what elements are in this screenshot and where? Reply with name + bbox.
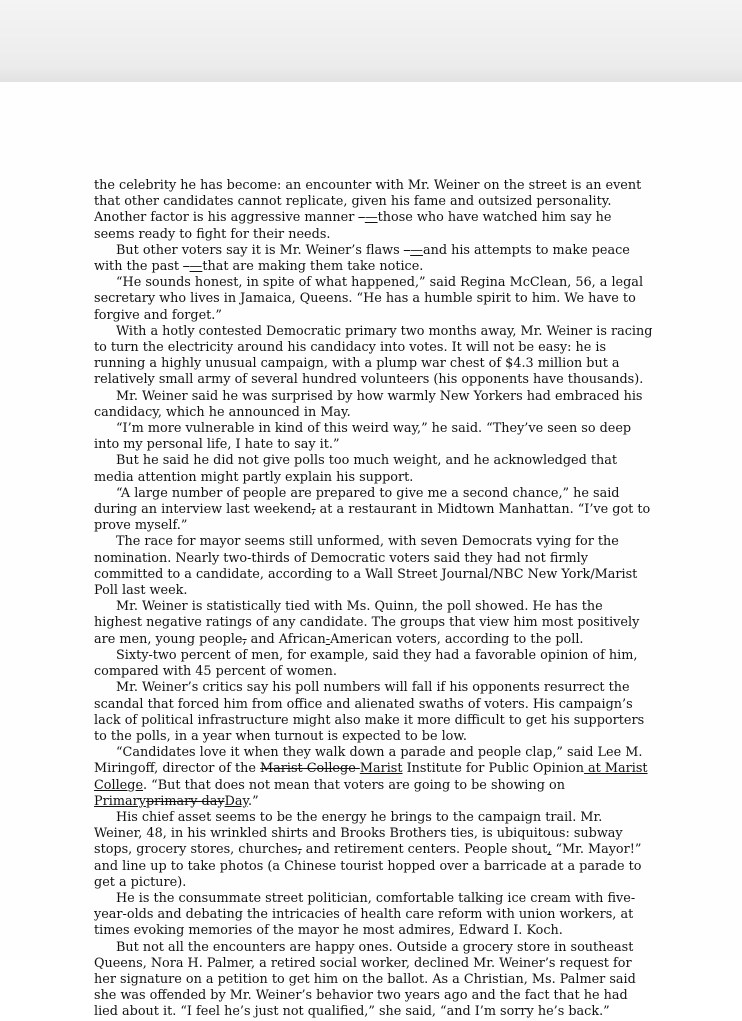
paragraph: “He sounds honest, in spite of what happened,” said Regina McClean, 56, a legal secretary who lives in Jamaica, Queens. “He has a humble spirit to him. We have to forgive and forget.”	[94, 275, 644, 323]
paragraph: His chief asset seems to be the energy he brings to the campaign trail. Mr. Weiner, 48, in his wrinkled shirts and Brooks Brothers ties, is ubiquitous: subway stops, grocery stores, churches, and retirement centers. People shout, “Mr. Mayor!” and line up to take photos (a Chinese tourist hopped over a barricade at a parade to get a picture).	[94, 809, 642, 890]
paragraph: With a hotly contested Democratic primary two months away, Mr. Weiner is racing to turn the electricity around his candidacy into votes. It will not be easy: he is running a highly unusual campaign, with a plump war chest of $4.3 million but a relatively small army of several hundred volunteers (his opponents have thousands).	[94, 323, 653, 388]
paragraph: the celebrity he has become: an encounter with Mr. Weiner on the street is an event that other candidates cannot replicate, given his fame and outsized personality. Another factor is his aggressive manner –—those who have watched him say he seems ready to fight for their needs.	[94, 178, 642, 242]
paragraph: “I’m more vulnerable in kind of this weird way,” he said. “They’ve seen so deep into my personal life, I hate to say it.”	[94, 421, 632, 453]
paragraph: But other voters say it is Mr. Weiner’s flaws –—and his attempts to make peace with the past –—that are making them take notice.	[94, 242, 630, 275]
paragraph: But he said he did not give polls too much weight, and he acknowledged that media attention might partly explain his support.	[94, 453, 618, 485]
paragraph: Sixty-two percent of men, for example, said they had a favorable opinion of him, compared with 45 percent of women.	[94, 647, 638, 680]
paragraph: But not all the encounters are happy ones. Outside a grocery store in southeast Queens, Nora H. Palmer, a retired social worker, declined Mr. Weiner’s request for her signature on a petition to get him on the ballot. As a Christian, Ms. Palmer said she was offended by Mr. Weiner’s behavior two years ago and the fact that he had lied about it. “I feel he’s just not qualified,” she said, “and I’m sorry he’s back.”	[94, 939, 636, 1020]
paragraph: The race for mayor seems still unformed, with seven Democrats vying for the nomination. Nearly two-thirds of Democratic voters said they had not firmly committed to a candidate, according to a Wall Street Journal/NBC New York/Marist Poll last week.	[94, 534, 638, 599]
paragraph: Mr. Weiner said he was surprised by how warmly New Yorkers had embraced his candidacy, which he announced in May.	[94, 388, 643, 420]
paragraph: He is the consummate street politician, comfortable talking ice cream with five-year-olds and debating the intricacies of health care reform with union workers, at times evoking memories of the mayor he most admires, Edward I. Koch.	[94, 890, 636, 939]
paragraph: “A large number of people are prepared to give me a second chance,” he said during an interview last weekend, at a restaurant in Midtown Manhattan. “I’ve got to prove myself.”	[94, 485, 651, 534]
scanner-shadow-band	[0, 0, 742, 82]
paragraph: Mr. Weiner’s critics say his poll numbers will fall if his opponents resurrect the scandal that forced him from office and alienated swaths of voters. His campaign’s lack of political infrastructure might also make it more difficult to get his supporters to the polls, in a year when turnout is expected to be low.	[94, 680, 645, 744]
paragraph: Mr. Weiner is statistically tied with Ms. Quinn, the poll showed. He has the highest negative ratings of any candidate. The groups that view him most positively are men, young people, and African-American voters, according to the poll.	[94, 599, 640, 647]
paragraph: “Candidates love it when they walk down a parade and people clap,” said Lee M. Miringoff, director of the Marist College Marist Institute for Public Opinion at Marist College. “But that does not mean that voters are going to be showing on Primaryprimary dayDay.”	[94, 745, 648, 809]
article-body	[94, 178, 654, 1021]
